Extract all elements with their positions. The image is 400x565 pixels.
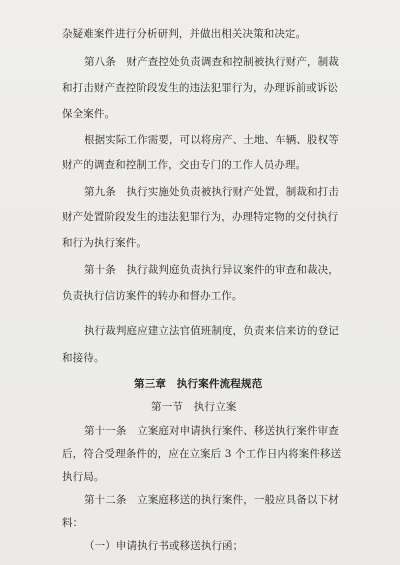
article-8-supplement-line-1: 根据实际工作需要，可以将房产、土地、车辆、股权等 bbox=[84, 134, 339, 146]
article-8-line-1: 第八条 财产查控处负责调查和控制被执行财产，制裁 bbox=[84, 56, 339, 68]
article-9-line-2: 财产处置阶段发生的违法犯罪行为，办理特定物的交付执行 bbox=[62, 211, 339, 223]
article-12-item-1: （一）申请执行书或移送执行函； bbox=[84, 540, 244, 552]
article-11-line-2: 后，符合受理条件的，应在立案后 3 个工作日内将案件移送 bbox=[62, 448, 342, 460]
article-8-supplement-line-2: 财产的调查和控制工作，交由专门的工作人员办理。 bbox=[62, 159, 307, 171]
article-9-line-3: 和行为执行案件。 bbox=[62, 237, 147, 249]
article-10-supplement-line-2: 和接待。 bbox=[62, 352, 105, 364]
article-8-line-2: 和打击财产查控阶段发生的违法犯罪行为，办理诉前或诉讼 bbox=[62, 82, 339, 94]
chapter-heading: 第三章 执行案件流程规范 bbox=[134, 378, 263, 390]
article-9-line-1: 第九条 执行实施处负责被执行财产处置，制裁和打击 bbox=[84, 186, 339, 198]
paragraph-line: 杂疑难案件进行分析研判，并做出相关决策和决定。 bbox=[62, 28, 307, 40]
article-10-line-2: 负责执行信访案件的转办和督办工作。 bbox=[62, 290, 243, 302]
article-10-line-1: 第十条 执行裁判庭负责执行异议案件的审查和裁决， bbox=[84, 264, 339, 276]
article-8-line-3: 保全案件。 bbox=[62, 108, 116, 120]
section-heading: 第一节 执行立案 bbox=[151, 401, 237, 413]
article-12-line-2: 料： bbox=[62, 517, 84, 529]
article-10-supplement-line-1: 执行裁判庭应建立法官值班制度，负责来信来访的登记 bbox=[84, 325, 339, 337]
article-12-line-1: 第十二条 立案庭移送的执行案件，一般应具备以下材 bbox=[84, 494, 339, 506]
article-11-line-1: 第十一条 立案庭对申请执行案件、移送执行案件审查 bbox=[84, 425, 339, 437]
article-11-line-3: 执行局。 bbox=[62, 471, 105, 483]
